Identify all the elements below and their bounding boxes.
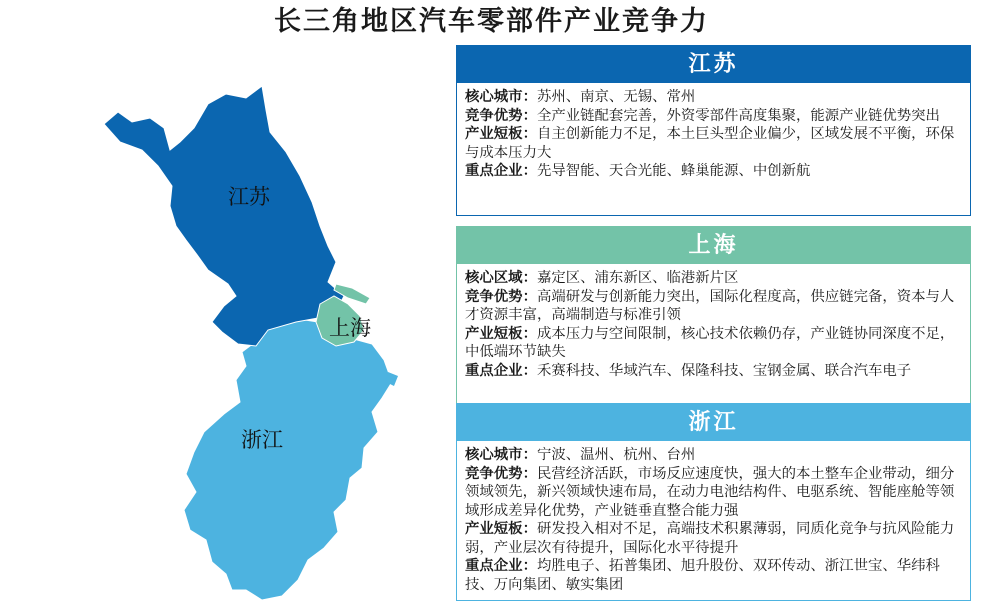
info-row-key-companies bbox=[465, 557, 962, 594]
row-key: 重点企业： bbox=[465, 162, 537, 179]
map-label-jiangsu: 江苏 bbox=[228, 185, 270, 209]
row-text: 嘉定区、浦东新区、临港新片区 bbox=[536, 270, 739, 286]
row-text: 民营经济活跃，市场反应速度快，强大的本土整车企业带动，细分领域领先，新兴领域快速布局，在动力电池结构件、电驱系统、智能座舱等领域形成差异化优势，产业链垂直整合能力强 bbox=[465, 465, 955, 519]
info-row-key-companies bbox=[465, 162, 962, 181]
row-key: 重点企业： bbox=[465, 361, 537, 379]
row-key: 产业短板： bbox=[465, 520, 537, 537]
zhejiang-region bbox=[184, 318, 392, 600]
row-key: 核心城市： bbox=[465, 88, 537, 105]
info-row-weakness bbox=[465, 325, 962, 362]
panel-body bbox=[457, 264, 970, 384]
row-key: 核心城市： bbox=[465, 446, 537, 463]
row-key: 竞争优势： bbox=[465, 464, 537, 482]
row-text: 全产业链配套完善，外资零部件高度集聚，能源产业链优势突出 bbox=[536, 107, 940, 124]
row-key: 竞争优势： bbox=[465, 106, 537, 124]
row-text: 自主创新能力不足，本土巨头型企业偏少，区域发展不平衡，环保与成本压力大 bbox=[465, 126, 955, 161]
info-row-weakness bbox=[465, 520, 962, 557]
page-title: 长三角地区汽车零部件产业竞争力 bbox=[274, 6, 709, 37]
info-row-advantage bbox=[465, 107, 962, 126]
panel-zhejiang bbox=[456, 403, 971, 601]
row-text: 研发投入相对不足，高端技术积累薄弱，同质化竞争与抗风险能力弱，产业层次有待提升，国际化水平待提升 bbox=[465, 521, 955, 556]
panel-body bbox=[457, 441, 970, 598]
info-row-core-cities bbox=[465, 88, 962, 107]
panel-shanghai bbox=[456, 226, 971, 403]
jiangsu-region bbox=[104, 86, 344, 346]
panel-body bbox=[457, 83, 970, 185]
row-key: 产业短板： bbox=[465, 324, 537, 342]
row-key: 核心区域： bbox=[465, 269, 537, 286]
row-text: 均胜电子、拓普集团、旭升股份、双环传动、浙江世宝、华纬科技、万向集团、敏实集团 bbox=[465, 558, 940, 593]
row-key: 产业短板： bbox=[465, 125, 537, 142]
map-label-shanghai: 上海 bbox=[329, 316, 371, 340]
map-label-zhejiang: 浙江 bbox=[241, 428, 283, 452]
row-text: 先导智能、天合光能、蜂巢能源、中创新航 bbox=[536, 163, 811, 179]
row-text: 宁波、温州、杭州、台州 bbox=[536, 447, 696, 463]
row-key: 竞争优势： bbox=[465, 287, 537, 305]
row-text: 成本压力与空间限制，核心技术依赖仍存，产业链协同深度不足，中低端环节缺失 bbox=[465, 325, 955, 360]
info-row-core-areas bbox=[465, 269, 962, 288]
row-key: 重点企业： bbox=[465, 557, 537, 574]
panel-title: 浙江 bbox=[457, 404, 970, 441]
row-text: 禾赛科技、华域汽车、保隆科技、宝钢金属、联合汽车电子 bbox=[536, 362, 912, 379]
yangtze-delta-map bbox=[0, 0, 450, 610]
panel-title: 江苏 bbox=[457, 46, 970, 83]
info-row-core-cities bbox=[465, 446, 962, 465]
row-text: 高端研发与创新能力突出，国际化程度高，供应链完备，资本与人才资源丰富，高端制造与标准引领 bbox=[465, 288, 955, 323]
panel-title: 上海 bbox=[457, 227, 970, 264]
info-row-key-companies bbox=[465, 362, 962, 381]
row-text: 苏州、南京、无锡、常州 bbox=[536, 89, 696, 105]
info-row-weakness bbox=[465, 125, 962, 162]
map-svg bbox=[0, 0, 450, 610]
info-row-advantage bbox=[465, 288, 962, 325]
info-row-advantage bbox=[465, 465, 962, 521]
panel-jiangsu bbox=[456, 45, 971, 216]
